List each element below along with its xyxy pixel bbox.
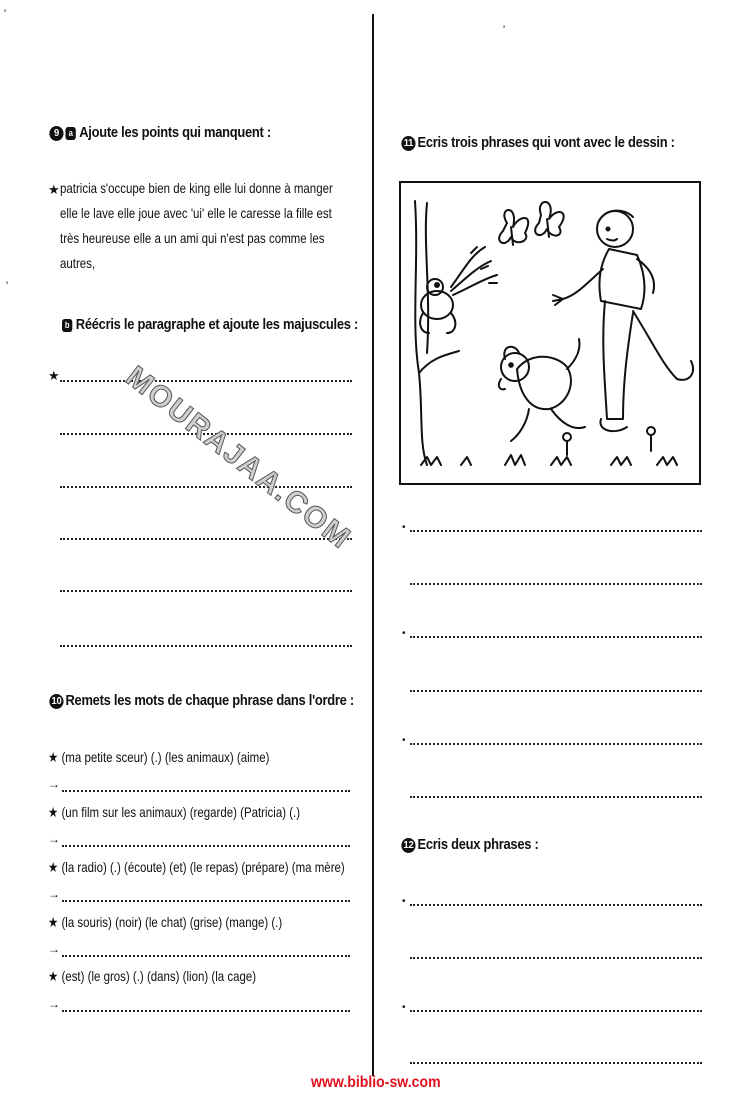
drawing-frame <box>399 181 701 485</box>
writing-line-9b-3 <box>60 486 352 488</box>
paragraph-line-2: elle le lave elle joue avec 'ui' elle le caresse la fille est <box>60 205 332 221</box>
footer-link[interactable]: www.biblio-sw.com <box>311 1074 441 1091</box>
arrow-icon: → <box>48 832 60 846</box>
exercise-12-title-text: Ecris deux phrases : <box>417 836 539 853</box>
bullet-dot: • <box>402 628 406 639</box>
arrow-icon: → <box>48 942 60 956</box>
arrow-icon: → <box>48 887 60 901</box>
bullet-dot: • <box>402 522 406 533</box>
arrow-icon: → <box>48 777 60 791</box>
exercise-10-title <box>50 692 354 709</box>
spray-lines <box>451 247 497 295</box>
boy-shirt <box>599 249 644 309</box>
sub-a-marker: a <box>65 127 75 140</box>
paragraph-line-1: patricia s'occupe bien de king elle lui donne à manger <box>60 180 333 196</box>
butterfly-1 <box>499 210 528 243</box>
writing-line-9b-5 <box>60 590 352 592</box>
writing-line-11-3 <box>410 636 702 638</box>
writing-line-12-4 <box>410 1062 702 1064</box>
paragraph-line-3: très heureuse elle a un ami qui n'est pas comme les <box>60 230 325 246</box>
boy-leg-back <box>633 311 693 380</box>
answer-line-10-2 <box>62 845 350 847</box>
exercise-12-title <box>402 836 539 853</box>
paragraph-line-4: autres, <box>60 255 96 271</box>
boy-leg-front <box>603 301 633 419</box>
sentence-item-5: ★ (est) (le gros) (.) (dans) (lion) (la cage) <box>48 968 257 984</box>
dog-body <box>517 357 571 409</box>
column-divider <box>372 14 374 1076</box>
writing-line-9b-1 <box>60 380 352 382</box>
exercise-11-title <box>402 134 675 151</box>
writing-line-11-5 <box>410 743 702 745</box>
writing-line-11-4 <box>410 690 702 692</box>
answer-line-10-1 <box>62 790 350 792</box>
exercise-number-10: 10 <box>49 694 63 709</box>
exercise-9-title-text: Ajoute les points qui manquent : <box>79 124 271 141</box>
writing-line-11-2 <box>410 583 702 585</box>
exercise-9-paragraph <box>60 176 333 276</box>
writing-line-9b-4 <box>60 538 352 540</box>
bullet-dot: • <box>402 896 406 907</box>
writing-line-11-6 <box>410 796 702 798</box>
boy-dog-drawing <box>401 183 699 483</box>
answer-line-10-5 <box>62 1010 350 1012</box>
exercise-number-9: 9 <box>49 126 63 141</box>
exercise-9b-title-text: Réécris le paragraphe et ajoute les majuscules : <box>75 316 359 333</box>
writing-line-9b-6 <box>60 645 352 647</box>
exercise-11-title-text: Ecris trois phrases qui vont avec le dessin : <box>417 134 675 151</box>
flower-1 <box>563 433 571 441</box>
scan-speck: ' <box>503 24 506 36</box>
dog-legs <box>511 409 585 441</box>
writing-line-11-1 <box>410 530 702 532</box>
sentence-item-4: ★ (la souris) (noir) (le chat) (grise) (mange) (.) <box>48 914 283 930</box>
butterfly-2 <box>535 202 564 236</box>
scan-speck: ' <box>4 8 7 20</box>
writing-line-12-1 <box>410 904 702 906</box>
exercise-number-12: 12 <box>401 838 415 853</box>
bullet-dot: • <box>402 1002 406 1013</box>
flower-2 <box>647 427 655 435</box>
exercise-number-11: 11 <box>401 136 415 151</box>
sentence-item-2: ★ (un film sur les animaux) (regarde) (Patricia) (.) <box>48 804 301 820</box>
dog-tail <box>567 339 580 369</box>
star-icon: ★ <box>48 368 60 383</box>
exercise-9-title <box>50 124 271 141</box>
scan-speck: ' <box>6 280 9 292</box>
sentence-item-3: ★ (la radio) (.) (écoute) (et) (le repas) (prépare) (ma mère) <box>48 859 345 875</box>
exercise-10-title-text: Remets les mots de chaque phrase dans l'ordre : <box>65 692 354 709</box>
boy-arm <box>563 269 603 299</box>
sub-b-marker: b <box>62 319 72 332</box>
bullet-dot: • <box>402 735 406 746</box>
sentence-item-1: ★ (ma petite sceur) (.) (les animaux) (aime) <box>48 749 270 765</box>
writing-line-12-3 <box>410 1010 702 1012</box>
arrow-icon: → <box>48 997 60 1011</box>
writing-line-12-2 <box>410 957 702 959</box>
answer-line-10-4 <box>62 955 350 957</box>
grass <box>421 455 677 465</box>
answer-line-10-3 <box>62 900 350 902</box>
star-icon: ★ <box>48 182 60 197</box>
exercise-9b-title <box>62 316 358 333</box>
watermark: MOURAJAA.COM <box>119 360 358 556</box>
